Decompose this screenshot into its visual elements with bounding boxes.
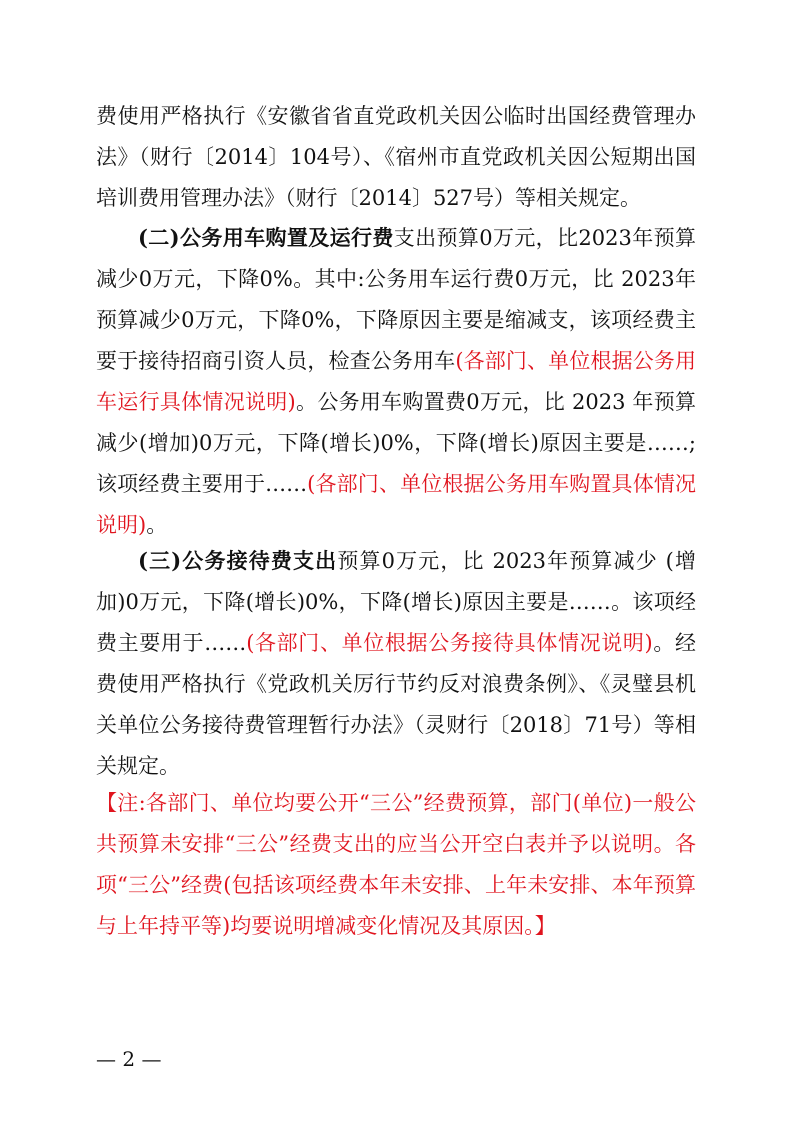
paragraph-text: 。公务用车购置费0万元，比 2023 年预算减少(增加)0万元，下降(增长)0%，下降(增长)原因主要是……;该项经费主要用于…… xyxy=(96,390,696,496)
instruction-note: (各部门、单位根据公务接待具体情况说明) xyxy=(246,631,653,655)
section-heading-vehicle: (二)公务用车购置及运行费 xyxy=(138,225,394,250)
paragraph-text: 。 xyxy=(146,513,168,537)
paragraph-vehicle-expenses xyxy=(96,217,696,546)
paragraph-note-red xyxy=(96,783,696,947)
instruction-note: (各部门、单位根据公务用车运行具体情况说明) xyxy=(96,349,696,414)
paragraph-foreign-travel-rules xyxy=(96,96,696,219)
paragraph-text: 预算0万元，比 2023年预算减少 (增加)0万元，下降(增长)0%，下降(增长)原因主要是……。该项经费主要用于…… xyxy=(96,549,696,655)
instruction-note: (各部门、单位根据公务用车购置具体情况说明) xyxy=(96,472,696,537)
note-text: 【注:各部门、单位均要公开“三公”经费预算，部门(单位)一般公共预算未安排“三公”经费支出的应当公开空白表并予以说明。各项“三公”经费(包括该项经费本年未安排、上年未安排、本年预算与上年持平等)均要说明增减变化情况及其原因。】 xyxy=(96,791,696,938)
paragraph-reception-expenses xyxy=(96,540,696,787)
page-number: — 2 — xyxy=(96,1047,162,1071)
paragraph-text: 。经费使用严格执行《党政机关厉行节约反对浪费条例》、《灵璧县机关单位公务接待费管理暂行办法》（灵财行〔2018〕71号）等相关规定。 xyxy=(96,631,697,778)
paragraph-text: 支出预算0万元，比2023年预算减少0万元，下降0%。其中:公务用车运行费0万元，比 2023年预算减少0万元，下降0%，下降原因主要是缩减支，该项经费主要于接待招商引资人员，检查公务用车 xyxy=(96,226,696,373)
paragraph-text: 费使用严格执行《安徽省省直党政机关因公临时出国经费管理办法》（财行〔2014〕104号）、《宿州市直党政机关因公短期出国培训费用管理办法》（财行〔2014〕527号）等相关规定。 xyxy=(96,104,696,210)
section-heading-reception: (三)公务接待费支出 xyxy=(138,548,338,573)
